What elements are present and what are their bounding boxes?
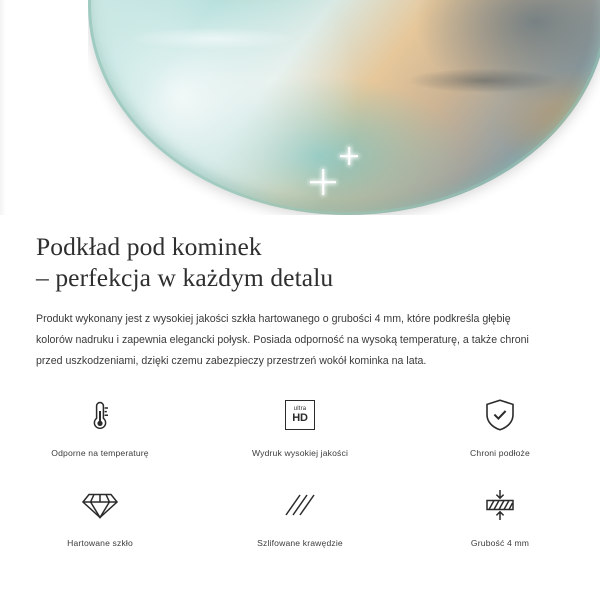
ultra-hd-badge-bottom: HD	[292, 412, 308, 424]
feature-caption: Szlifowane krawędzie	[257, 538, 343, 548]
glass-edge-highlight	[88, 0, 600, 215]
round-glass-mat	[88, 0, 600, 215]
feature-grid	[0, 392, 600, 572]
thickness-arrows-icon	[481, 482, 519, 528]
polished-edges-icon	[282, 482, 318, 528]
feature-caption: Odporne na temperaturę	[51, 448, 149, 458]
hero-product-image	[0, 0, 600, 215]
feature-item-surface-protection	[400, 392, 600, 482]
page-title	[0, 215, 600, 293]
shield-check-icon	[483, 392, 517, 438]
description-paragraph: Produkt wykonany jest z wysokiej jakości szkła hartowanego o grubości 4 mm, które podkreśla głębię kolorów nadruku i zapewnia elegancki połysk. Posiada odporność na wysoką temperaturę, a także chroni przed uszkodzeniami, dzięki czemu zabezpieczy przestrzeń wokół kominka na lata.	[36, 313, 529, 367]
description-content	[0, 215, 600, 372]
feature-caption: Hartowane szkło	[67, 538, 133, 548]
feature-item-polished-edges	[200, 482, 400, 572]
page-title-line-1: Podkład pod kominek	[36, 232, 262, 261]
feature-caption: Wydruk wysokiej jakości	[251, 448, 349, 458]
ultra-hd-icon	[285, 392, 315, 438]
feature-item-temperature	[0, 392, 200, 482]
feature-item-print-quality	[200, 392, 400, 482]
feature-caption: Grubość 4 mm	[470, 538, 530, 548]
feature-item-thickness	[400, 482, 600, 572]
ultra-hd-badge-top: ultra	[293, 406, 307, 412]
diamond-icon	[82, 482, 118, 528]
feature-caption: Chroni podłoże	[470, 448, 530, 458]
feature-item-tempered-glass	[0, 482, 200, 572]
page-title-line-2: – perfekcja w każdym detalu	[36, 263, 334, 292]
thermometer-icon	[83, 392, 117, 438]
